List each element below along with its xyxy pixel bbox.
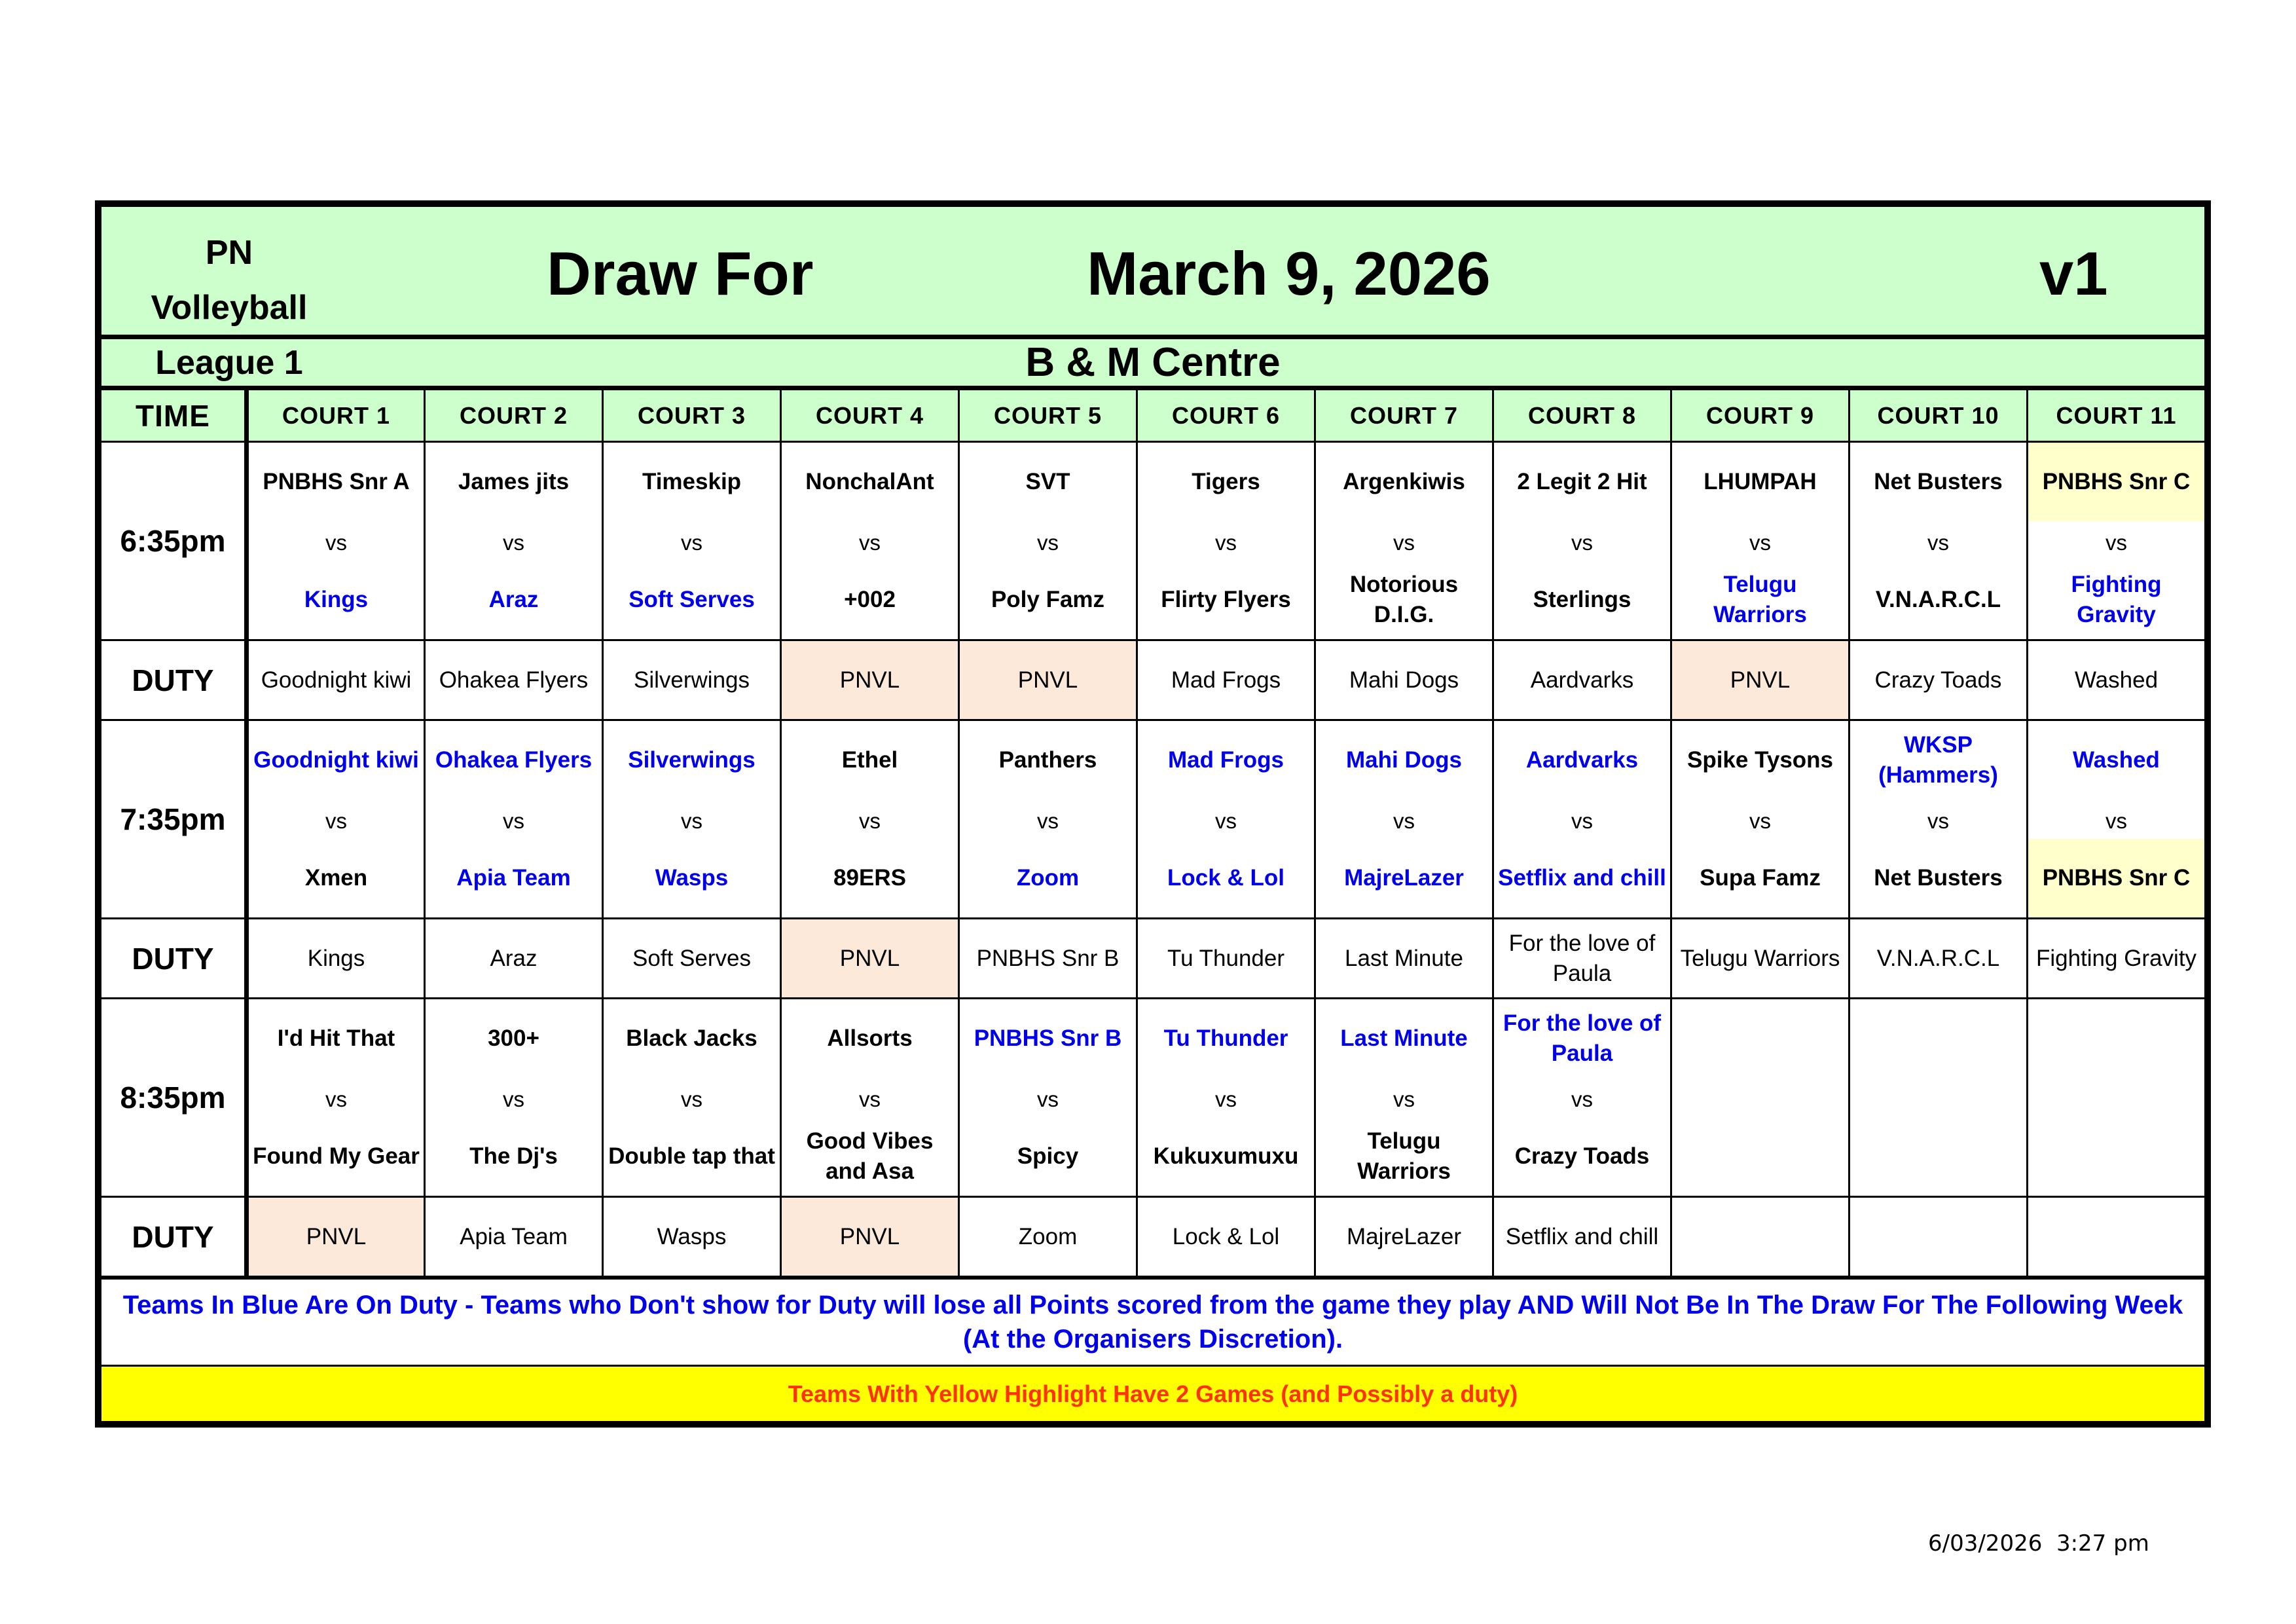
duty-cell: Ohakea Flyers xyxy=(425,640,603,720)
duty-cell: Lock & Lol xyxy=(1137,1197,1315,1277)
match-cell xyxy=(959,999,1137,1197)
vs-label: vs xyxy=(681,809,702,833)
away-team: Apia Team xyxy=(456,865,571,891)
away-team: Notorious D.I.G. xyxy=(1349,572,1459,627)
duty-cell xyxy=(1850,1197,2028,1277)
away-team: Found My Gear xyxy=(253,1143,420,1169)
home-team: Net Busters xyxy=(1874,469,2003,494)
duty-cell: Crazy Toads xyxy=(1850,640,2028,720)
notes-table xyxy=(100,1278,2206,1423)
draw-sheet xyxy=(95,200,2211,1428)
time-slot-label: 7:35pm xyxy=(101,720,247,919)
home-team: 300+ xyxy=(488,1025,539,1051)
match-cell xyxy=(603,720,781,919)
league-name xyxy=(128,225,331,390)
draw-table xyxy=(100,205,2206,1278)
match-cell xyxy=(959,442,1137,640)
match-cell xyxy=(1137,999,1315,1197)
duty-cell: MajreLazer xyxy=(1315,1197,1493,1277)
away-team: MajreLazer xyxy=(1344,865,1464,891)
venue-row xyxy=(101,337,2206,388)
match-cell xyxy=(1850,999,2028,1197)
column-header-row xyxy=(101,388,2206,442)
duty-rule-row xyxy=(101,1279,2206,1366)
away-team: V.N.A.R.C.L xyxy=(1875,587,2001,612)
duty-cell: Zoom xyxy=(959,1197,1137,1277)
away-team: Sterlings xyxy=(1533,587,1631,612)
draw-date: March 9, 2026 xyxy=(1087,239,1491,308)
match-cell xyxy=(603,442,781,640)
duty-cell: Aardvarks xyxy=(1493,640,1671,720)
match-cell xyxy=(1671,999,1850,1197)
home-team: Black Jacks xyxy=(626,1025,757,1051)
home-team: I'd Hit That xyxy=(277,1025,395,1051)
match-cell xyxy=(247,720,425,919)
home-team: Mad Frogs xyxy=(1168,747,1284,773)
duty-cell: Fighting Gravity xyxy=(2028,919,2206,999)
yellow-rule-row xyxy=(101,1366,2206,1422)
court-header-2: COURT 2 xyxy=(425,388,603,442)
match-cell xyxy=(1493,442,1671,640)
away-team: Net Busters xyxy=(1874,865,2003,891)
home-team: James jits xyxy=(458,469,570,494)
vs-label: vs xyxy=(1927,530,1949,555)
duty-cell: Setflix and chill xyxy=(1493,1197,1671,1277)
duty-row xyxy=(101,919,2206,999)
away-team: Spicy xyxy=(1017,1143,1079,1169)
home-team: Spike Tysons xyxy=(1686,747,1834,773)
home-team: Washed xyxy=(2073,747,2160,773)
match-row xyxy=(101,442,2206,640)
home-team: Tu Thunder xyxy=(1163,1025,1288,1051)
match-cell xyxy=(247,999,425,1197)
vs-label: vs xyxy=(1393,1087,1415,1111)
print-timestamp: 6/03/2026 3:27 pm xyxy=(1928,1530,2149,1557)
duty-cell: Wasps xyxy=(603,1197,781,1277)
home-team: Mahi Dogs xyxy=(1346,747,1462,773)
duty-cell: PNVL xyxy=(959,640,1137,720)
duty-cell: PNVL xyxy=(247,1197,425,1277)
duty-cell: Tu Thunder xyxy=(1137,919,1315,999)
court-header-9: COURT 9 xyxy=(1671,388,1850,442)
home-team: Ethel xyxy=(841,747,898,773)
vs-label: vs xyxy=(859,1087,881,1111)
duty-cell: Washed xyxy=(2028,640,2206,720)
match-cell xyxy=(781,999,959,1197)
time-slot-label: 6:35pm xyxy=(101,442,247,640)
match-cell xyxy=(425,442,603,640)
court-header-10: COURT 10 xyxy=(1850,388,2028,442)
vs-label: vs xyxy=(859,809,881,833)
court-header-1: COURT 1 xyxy=(247,388,425,442)
vs-label: vs xyxy=(859,530,881,555)
match-cell xyxy=(247,442,425,640)
vs-label: vs xyxy=(1571,809,1593,833)
vs-label: vs xyxy=(1037,809,1059,833)
match-cell xyxy=(1850,442,2028,640)
match-cell xyxy=(1493,999,1671,1197)
duty-cell: For the love of Paula xyxy=(1493,919,1671,999)
away-team: Double tap that xyxy=(608,1143,775,1169)
vs-label: vs xyxy=(1393,530,1415,555)
venue-name: B & M Centre xyxy=(101,337,2206,388)
duty-cell: PNVL xyxy=(781,919,959,999)
home-team: Timeskip xyxy=(642,469,742,494)
duty-cell: Last Minute xyxy=(1315,919,1493,999)
home-team: Tigers xyxy=(1192,469,1260,494)
court-header-7: COURT 7 xyxy=(1315,388,1493,442)
match-cell xyxy=(959,720,1137,919)
vs-label: vs xyxy=(503,1087,524,1111)
duty-rule-note: Teams In Blue Are On Duty - Teams who Don't show for Duty will lose all Points scored from the game they play AND Will Not Be In The Draw For The Following Week (At the Organisers Discretion). xyxy=(101,1279,2206,1366)
court-header-3: COURT 3 xyxy=(603,388,781,442)
duty-label: DUTY xyxy=(101,1197,247,1277)
duty-cell: PNVL xyxy=(781,640,959,720)
vs-label: vs xyxy=(2105,809,2127,833)
match-cell xyxy=(781,442,959,640)
home-team: Allsorts xyxy=(827,1025,913,1051)
vs-label: vs xyxy=(1215,809,1237,833)
match-cell xyxy=(1493,720,1671,919)
vs-label: vs xyxy=(681,530,702,555)
away-team: Soft Serves xyxy=(629,587,755,612)
match-cell xyxy=(781,720,959,919)
vs-label: vs xyxy=(2105,530,2127,555)
away-team: Telugu Warriors xyxy=(1357,1128,1451,1184)
match-cell xyxy=(425,999,603,1197)
away-team: Zoom xyxy=(1016,865,1080,891)
away-team: Poly Famz xyxy=(991,587,1105,612)
away-team: Kings xyxy=(304,587,369,612)
away-team: +002 xyxy=(844,587,896,612)
away-team: Xmen xyxy=(304,865,368,891)
match-cell xyxy=(1315,442,1493,640)
duty-row xyxy=(101,1197,2206,1277)
duty-cell xyxy=(2028,1197,2206,1277)
duty-cell: Silverwings xyxy=(603,640,781,720)
duty-cell: Kings xyxy=(247,919,425,999)
court-header-8: COURT 8 xyxy=(1493,388,1671,442)
duty-cell: PNVL xyxy=(781,1197,959,1277)
match-cell xyxy=(2028,720,2206,919)
vs-label: vs xyxy=(1037,1087,1059,1111)
vs-label: vs xyxy=(1215,1087,1237,1111)
home-team: PNBHS Snr A xyxy=(263,469,410,494)
home-team: Argenkiwis xyxy=(1343,469,1465,494)
home-team: Aardvarks xyxy=(1525,747,1639,773)
vs-label: vs xyxy=(503,809,524,833)
away-team: Kukuxumuxu xyxy=(1153,1143,1299,1169)
vs-label: vs xyxy=(325,1087,347,1111)
away-team: Flirty Flyers xyxy=(1161,587,1291,612)
match-cell xyxy=(425,720,603,919)
duty-cell: Soft Serves xyxy=(603,919,781,999)
vs-label: vs xyxy=(681,1087,702,1111)
away-team: Supa Famz xyxy=(1700,865,1821,891)
vs-label: vs xyxy=(1037,530,1059,555)
match-cell xyxy=(1850,720,2028,919)
draw-for-label: Draw For xyxy=(547,239,814,308)
away-team: The Dj's xyxy=(469,1143,558,1169)
away-team: Araz xyxy=(488,587,539,612)
home-team: Panthers xyxy=(998,747,1097,773)
match-cell xyxy=(603,999,781,1197)
time-slot-label: 8:35pm xyxy=(101,999,247,1197)
duty-cell: V.N.A.R.C.L xyxy=(1850,919,2028,999)
vs-label: vs xyxy=(1571,530,1593,555)
match-cell xyxy=(1315,720,1493,919)
duty-cell: Araz xyxy=(425,919,603,999)
duty-cell: Goodnight kiwi xyxy=(247,640,425,720)
home-team: PNBHS Snr B xyxy=(974,1025,1122,1051)
time-column-header: TIME xyxy=(101,388,247,442)
court-header-4: COURT 4 xyxy=(781,388,959,442)
match-cell xyxy=(2028,999,2206,1197)
away-team: Lock & Lol xyxy=(1167,865,1285,891)
away-team: Fighting Gravity xyxy=(2071,572,2162,627)
away-team: 89ERS xyxy=(833,865,906,891)
vs-label: vs xyxy=(1215,530,1237,555)
home-team: Silverwings xyxy=(628,747,756,773)
away-team: Wasps xyxy=(655,865,729,891)
match-cell xyxy=(1671,720,1850,919)
duty-cell: PNBHS Snr B xyxy=(959,919,1137,999)
yellow-highlight-note: Teams With Yellow Highlight Have 2 Games (and Possibly a duty) xyxy=(101,1366,2206,1422)
title-row xyxy=(101,206,2206,337)
vs-label: vs xyxy=(325,530,347,555)
vs-label: vs xyxy=(1749,809,1771,833)
home-team: 2 Legit 2 Hit xyxy=(1517,469,1647,494)
duty-cell: Telugu Warriors xyxy=(1671,919,1850,999)
duty-label: DUTY xyxy=(101,640,247,720)
match-row xyxy=(101,720,2206,919)
home-team: WKSP (Hammers) xyxy=(1878,732,1998,788)
duty-cell xyxy=(1671,1197,1850,1277)
vs-label: vs xyxy=(503,530,524,555)
away-team: Setflix and chill xyxy=(1498,865,1666,891)
match-cell xyxy=(1137,442,1315,640)
court-header-5: COURT 5 xyxy=(959,388,1137,442)
duty-row xyxy=(101,640,2206,720)
duty-label: DUTY xyxy=(101,919,247,999)
home-team: NonchalAnt xyxy=(805,469,934,494)
court-header-11: COURT 11 xyxy=(2028,388,2206,442)
away-team: Telugu Warriors xyxy=(1713,572,1807,627)
home-team: SVT xyxy=(1025,469,1070,494)
match-cell xyxy=(1671,442,1850,640)
duty-cell: Mahi Dogs xyxy=(1315,640,1493,720)
away-team: Crazy Toads xyxy=(1514,1143,1650,1169)
league-line-2: League 1 xyxy=(155,344,303,382)
match-cell xyxy=(1315,999,1493,1197)
home-team: Ohakea Flyers xyxy=(435,747,592,773)
court-header-6: COURT 6 xyxy=(1137,388,1315,442)
vs-label: vs xyxy=(1393,809,1415,833)
match-row xyxy=(101,999,2206,1197)
version-label: v1 xyxy=(2039,239,2108,308)
duty-cell: PNVL xyxy=(1671,640,1850,720)
league-line-1: PN Volleyball xyxy=(151,234,308,327)
match-cell xyxy=(1137,720,1315,919)
home-team: LHUMPAH xyxy=(1704,469,1817,494)
match-cell xyxy=(2028,442,2206,640)
home-team: Last Minute xyxy=(1340,1025,1468,1051)
vs-label: vs xyxy=(1571,1087,1593,1111)
duty-cell: Mad Frogs xyxy=(1137,640,1315,720)
vs-label: vs xyxy=(1927,809,1949,833)
vs-label: vs xyxy=(325,809,347,833)
home-team: PNBHS Snr C xyxy=(2028,443,2204,521)
home-team: For the love of Paula xyxy=(1503,1010,1662,1066)
away-team: PNBHS Snr C xyxy=(2028,839,2204,917)
home-team: Goodnight kiwi xyxy=(253,747,419,773)
away-team: Good Vibes and Asa xyxy=(806,1128,934,1184)
vs-label: vs xyxy=(1749,530,1771,555)
duty-cell: Apia Team xyxy=(425,1197,603,1277)
